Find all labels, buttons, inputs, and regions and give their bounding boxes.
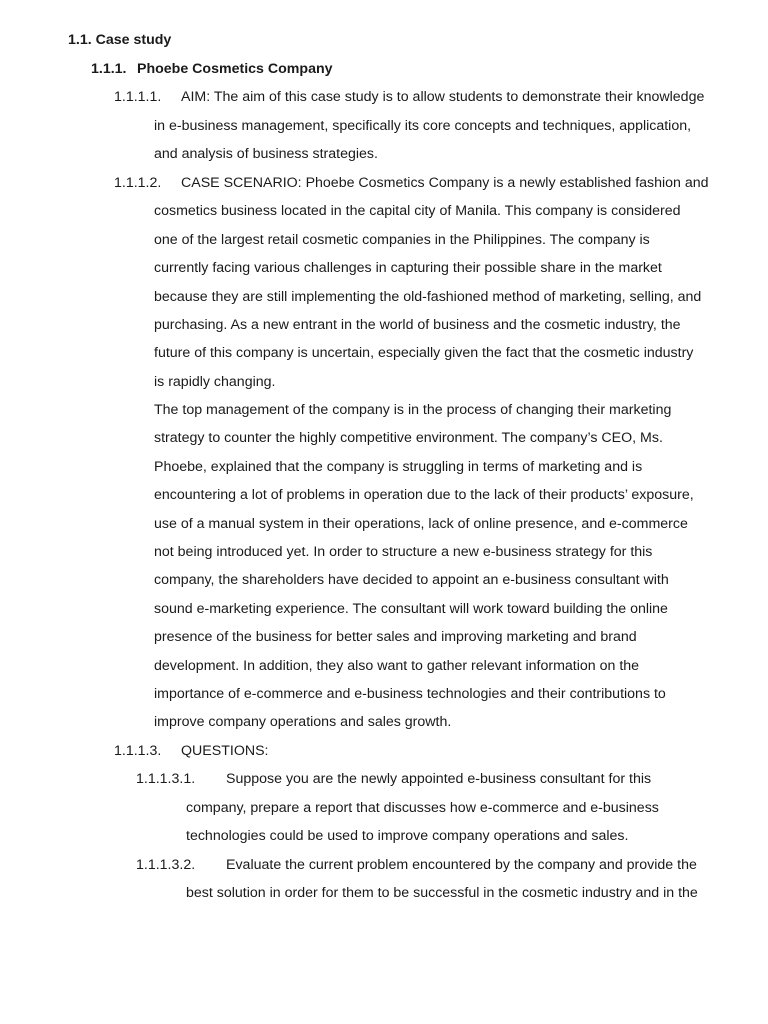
paragraph-line: AIM: The aim of this case study is to allow students to demonstrate their knowledge — [181, 89, 705, 105]
paragraph-line: strategy to counter the highly competitive environment. The company’s CEO, Ms. — [154, 430, 663, 446]
paragraph-line: is rapidly changing. — [154, 374, 276, 390]
paragraph-line: not being introduced yet. In order to structure a new e-business strategy for this — [154, 544, 653, 560]
section-title: Case study — [95, 32, 172, 48]
paragraph-line: company, the shareholders have decided to appoint an e-business consultant with — [154, 572, 669, 588]
paragraph-line: one of the largest retail cosmetic companies in the Philippines. The company is — [154, 232, 650, 248]
paragraph-line: encountering a lot of problems in operation due to the lack of their products’ exposure, — [154, 487, 694, 503]
question-line: Evaluate the current problem encountered by the company and provide the — [226, 857, 697, 873]
item-number-questions: 1.1.1.3. — [114, 743, 162, 759]
questions-heading: QUESTIONS: — [181, 743, 269, 759]
section-heading — [68, 30, 171, 50]
paragraph-line: improve company operations and sales growth. — [154, 714, 452, 730]
paragraph-line: because they are still implementing the old-fashioned method of marketing, selling, and — [154, 289, 702, 305]
paragraph-line: importance of e-commerce and e-business technologies and their contributions to — [154, 686, 666, 702]
paragraph-line: Phoebe, explained that the company is struggling in terms of marketing and is — [154, 459, 643, 475]
question-line: company, prepare a report that discusses how e-commerce and e-business — [186, 800, 659, 816]
item-number-scenario: 1.1.1.2. — [114, 175, 162, 191]
paragraph-line: in e-business management, specifically its core concepts and techniques, application, — [154, 118, 692, 134]
paragraph-line: The top management of the company is in the process of changing their marketing — [154, 402, 672, 418]
item-number-aim: 1.1.1.1. — [114, 89, 162, 105]
subsection-title: Phoebe Cosmetics Company — [137, 61, 333, 77]
question-number-2: 1.1.1.3.2. — [136, 857, 196, 873]
paragraph-line: presence of the business for better sales and improving marketing and brand — [154, 629, 637, 645]
subsection-number: 1.1.1. — [91, 61, 127, 77]
paragraph-line: and analysis of business strategies. — [154, 146, 378, 162]
section-number: 1.1. — [68, 32, 92, 48]
question-line: technologies could be used to improve company operations and sales. — [186, 828, 629, 844]
paragraph-line: currently facing various challenges in capturing their possible share in the market — [154, 260, 662, 276]
paragraph-line: CASE SCENARIO: Phoebe Cosmetics Company is a newly established fashion and — [181, 175, 709, 191]
paragraph-line: use of a manual system in their operations, lack of online presence, and e-commerce — [154, 516, 688, 532]
paragraph-line: purchasing. As a new entrant in the world of business and the cosmetic industry, the — [154, 317, 681, 333]
question-line: Suppose you are the newly appointed e-business consultant for this — [226, 771, 652, 787]
question-line: best solution in order for them to be successful in the cosmetic industry and in the — [186, 885, 698, 901]
paragraph-line: cosmetics business located in the capital city of Manila. This company is considered — [154, 203, 681, 219]
question-number-1: 1.1.1.3.1. — [136, 771, 196, 787]
paragraph-line: sound e-marketing experience. The consultant will work toward building the online — [154, 601, 668, 617]
paragraph-line: development. In addition, they also want to gather relevant information on the — [154, 658, 640, 674]
paragraph-line: future of this company is uncertain, especially given the fact that the cosmetic industry — [154, 345, 694, 361]
